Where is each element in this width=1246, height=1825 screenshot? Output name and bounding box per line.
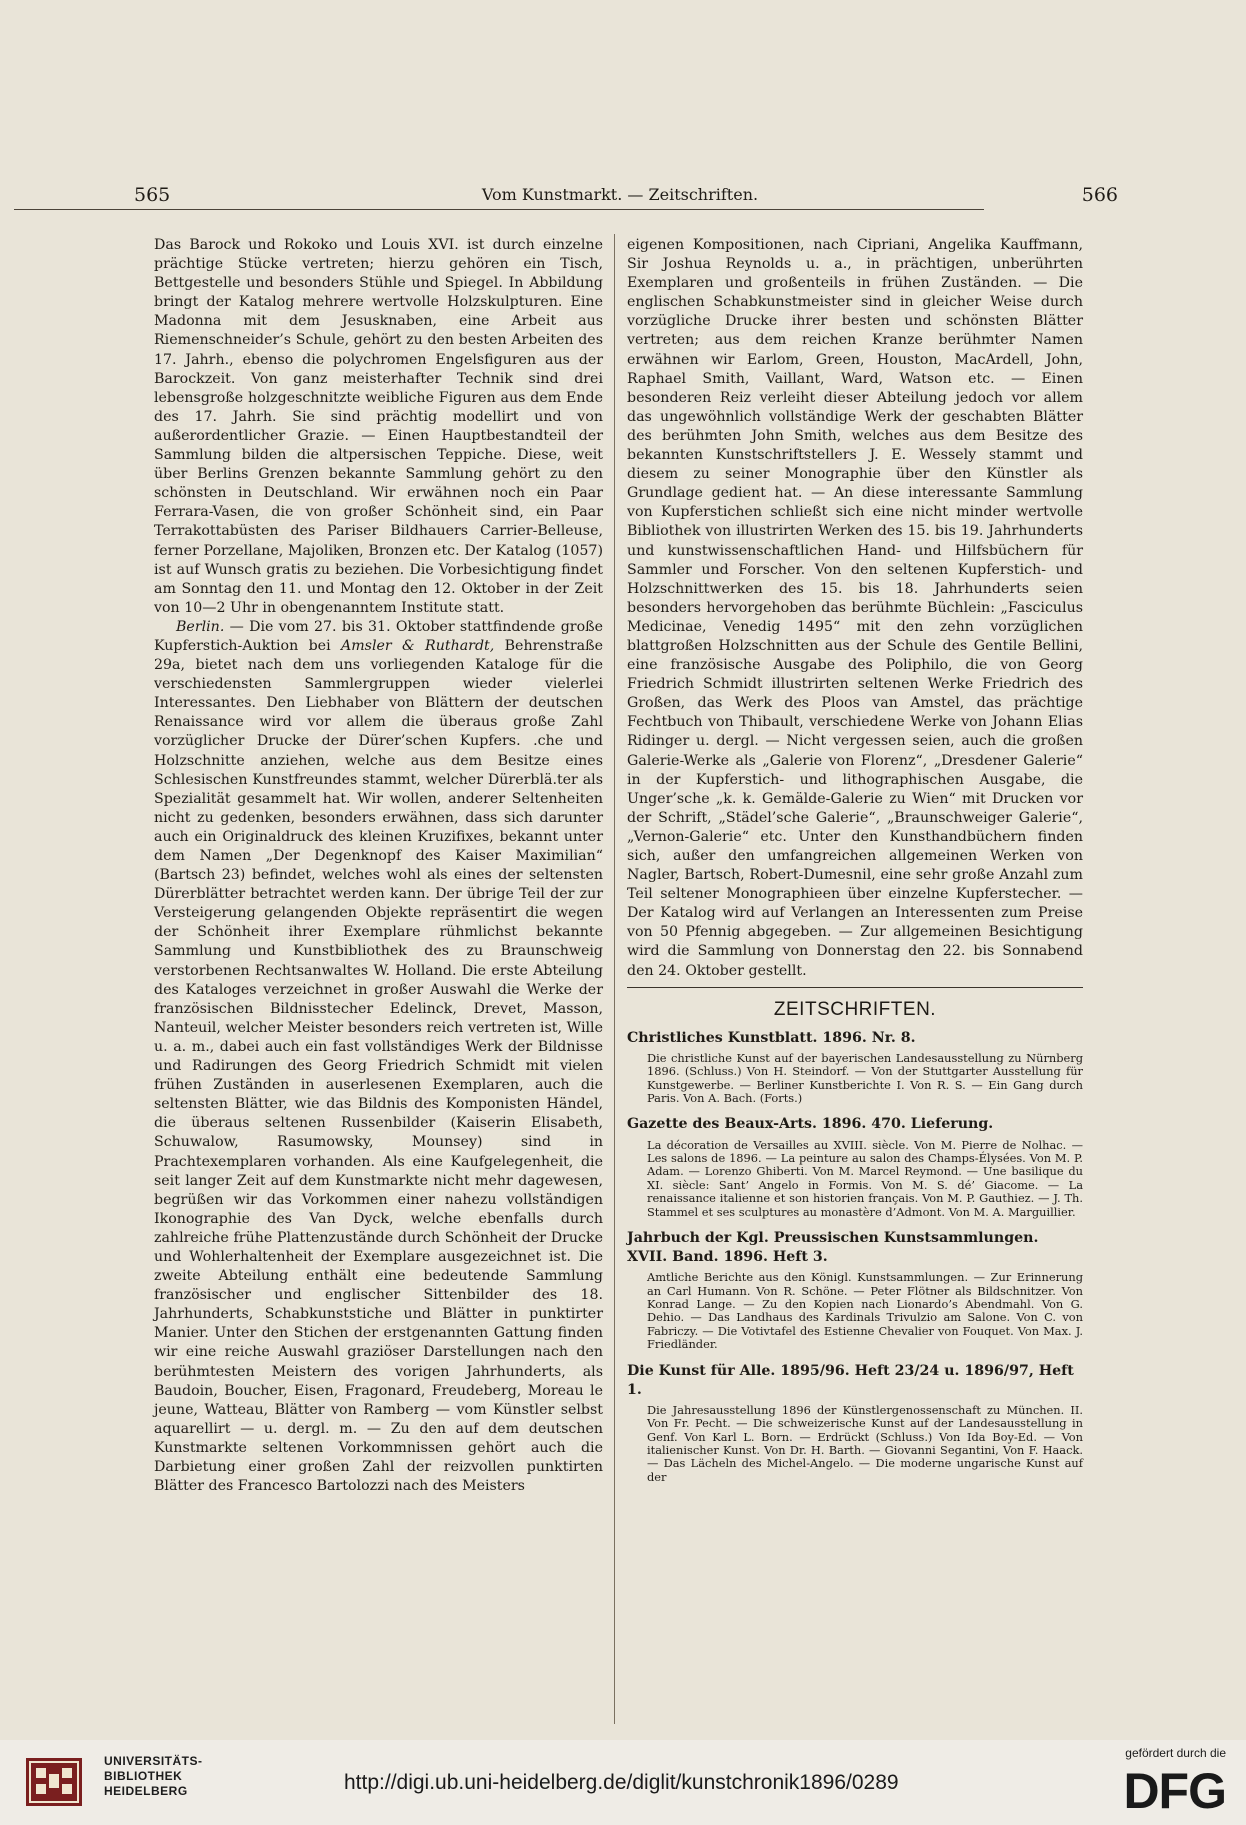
- page: [120, 162, 1120, 206]
- auction-firm: Amsler & Ruthardt,: [340, 637, 495, 654]
- journal-contents: Amtliche Berichte aus den Königl. Kunstsammlungen. — Zur Erinnerung an Carl Humann. Von R. Schöne. — Peter Flötner als Bildschnitzer. Von Konrad Lange. — Zu den Kopien nach Lionardo’s Abendmahl. Von G. Dehio. — Das Landhaus des Kardinals Trivulzio am Salone. Von C. von Fabriczy. — Die Votivtafel des Estienne Chevalier von Fouquet. Von Max. J. Friedländer.: [647, 1270, 1083, 1352]
- paragraph-berlin: [154, 618, 603, 1496]
- section-heading-zeitschriften: ZEITSCHRIFTEN.: [773, 998, 937, 1020]
- journal-title: Gazette des Beaux-Arts. 1896. 470. Lieferung.: [627, 1116, 994, 1133]
- page-number-left: 565: [134, 184, 171, 206]
- footer: [0, 1740, 1246, 1825]
- paragraph-barock: Das Barock und Rokoko und Louis XVI. ist durch einzelne prächtige Stücke vertreten; hierzu gehören ein Tisch, Bettgestelle und besonders Stühle und Spiegel. In Abbildung bringt der Katalog mehrere wertvolle Holzskulpturen. Eine Madonna mit dem Jesusknaben, eine Arbeit aus Riemenschneider’s Schule, gehört zu den besten Arbeiten des 17. Jahrh., ebenso die polychromen Engelsfiguren aus der Barockzeit. Von ganz meisterhafter Technik sind drei lebensgroße holzgeschnitzte weibliche Figuren aus dem Ende des 17. Jahrh. Sie sind prächtig modellirt und von außerordentlicher Grazie. — Einen Hauptbestandteil der Sammlung bilden die altpersischen Teppiche. Diese, weit über Berlins Grenzen bekannte Sammlung gehört zu den schönsten in Deutschland. Wir erwähnen noch ein Paar Ferrara-Vasen, die von großer Schönheit sind, ein Paar Terrakottabüsten des Pariser Bildhauers Carrier-Belleuse, ferner Porzellane, Majoliken, Bronzen etc. Der Katalog (1057) ist auf Wunsch gratis zu beziehen. Die Vorbesichtigung findet am Sonntag den 11. und Montag den 12. Oktober in der Zeit von 10—2 Uhr in obengenanntem Institute statt.: [154, 237, 603, 616]
- journal-contents: Die christliche Kunst auf der bayerischen Landesausstellung zu Nürnberg 1896. (Schluss.) Von H. Steindorf. — Von der Stuttgarter Ausstellung für Kunstgewerbe. — Berliner Kunstberichte I. Von R. S. — Ein Gang durch Paris. Von A. Bach. (Forts.): [647, 1050, 1083, 1106]
- berlin-text-a: — Die vom 27. bis 31. Oktober stattfindende große Kupferstich-Auktion bei: [154, 618, 603, 654]
- funding-note: gefördert durch die: [1125, 1746, 1226, 1760]
- paragraph-continuation: eigenen Kompositionen, nach Cipriani, Angelika Kauffmann, Sir Joshua Reynolds u. a., in prächtigen, unberührten Exemplaren und großenteils in frühen Zuständen. — Die englischen Schabkunstmeister sind in gleicher Weise durch vorzügliche Drucke ihrer besten und schönsten Blätter vertreten; aus dem reichen Kranze berühmter Namen erwähnen wir Earlom, Green, Houston, MacArdell, John, Raphael Smith, Vaillant, Ward, Watson etc. — Einen besonderen Reiz verleiht dieser Abteilung jedoch vor allem das ungewöhnlich vollständige Werk der geschabten Blätter des berühmten John Smith, welches aus dem Besitze des bekannten Kunstschriftstellers J. E. Wessely stammt und diesem zu seiner Monographie über den Künstler als Grundlage gedient hat. — An diese interessante Sammlung von Kupferstichen schließt sich eine nicht minder wertvolle Bibliothek von illustrirten Werken des 15. bis 19. Jahrhunderts und kunstwissenschaftlichen Hand- und Hilfsbüchern für Sammler und Forscher. Von den seltenen Kupferstich- und Holzschnittwerken des 15. bis 18. Jahrhunderts seien besonders hervorgehoben das berühmte Büchlein: „Fasciculus Medicinae, Venedig 1495“ mit den zehn vorzüglichen blattgroßen Holzschnitten aus der Schule des Gentile Bellini, eine französische Ausgabe des Poliphilo, die von Georg Friedrich Schmidt illustrirten seltenen Werke Friedrich des Großen, das Werk des Ploos van Amstel, das prächtige Fechtbuch von Thibault, verschiedene Werke von Johann Elias Ridinger u. dergl. — Nicht vergessen seien, auch die großen Galerie-Werke als „Galerie von Florenz“, „Dresdener Galerie“ in der Kupferstich- und lithographischen Ausgabe, die Unger’sche „k. k. Gemälde-Galerie zu Wien“ mit Drucken vor der Schrift, „Städel’sche Galerie“, „Braunschweiger Galerie“, „Vernon-Galerie“ etc. Unter den Kunsthandbüchern finden sich, außer den umfangreichen allgemeinen Werken von Nagler, Bartsch, Robert-Dumesnil, eine sehr große Anzahl zum Teil seltener Monographieen über einzelne Kupferstecher. — Der Katalog wird auf Verlangen an Interessenten zum Preise von 50 Pfennig abgegeben. — Zur allgemeinen Besichtigung wird die Sammlung von Donnerstag den 22. bis Sonnabend den 24. Oktober gestellt.: [627, 237, 1083, 979]
- berlin-text-b: Behrenstraße 29a, bietet nach dem uns vorliegenden Kataloge für die verschiedensten Sammlergruppen wieder vielerlei Interessantes. Den Liebhaber von Blättern der deutschen Renaissance wird vor allem die überaus große Zahl vorzüglicher Drucke der Dürer’schen Kupfers. .che und Holzschnitte anziehen, welche aus dem Besitze eines Schlesischen Kunstfreundes stammt, welcher Dürerblä.ter als Spezialität gesammelt hat. Wir wollen, anderer Seltenheiten nicht zu gedenken, besonders erwähnen, dass sich darunter auch ein Originaldruck des kleinen Kruzifixes, bekannt unter dem Namen „Der Degenknopf des Kaiser Maximilian“ (Bartsch 23) befindet, welches wohl als eines der seltensten Dürerblätter betrachtet werden kann. Der übrige Teil der zur Versteigerung gelangenden Objekte repräsentirt die wegen der Schönheit ihrer Exemplare rühmlichst bekannte Sammlung und Kunstbibliothek des zu Braunschweig verstorbenen Rechtsanwaltes W. Holland. Die erste Abteilung des Kataloges verzeichnet in großer Auswahl die Werke der französischen Bildnisstecher Edelinck, Drevet, Masson, Nanteuil, welcher Meister besonders reich vertreten ist, Wille u. a. m., dabei auch ein fast vollständiges Werk der Bildnisse und Radirungen des Georg Friedrich Schmidt mit vielen frühen Zuständen in auserlesenen Exemplaren, auch die seltensten Blätter, wie das Bildnis des Komponisten Händel, die überaus seltenen Russenbilder (Kaiserin Elisabeth, Schuwalow, Rasumowsky, Mounsey) sind in Prachtexemplaren vorhanden. Als eine Kaufgelegenheit, die seit langer Zeit auf dem Kunstmarkte nicht mehr dagewesen, begrüßen wir das Vorkommen einer nahezu vollständigen Ikonographie des Van Dyck, welche ebenfalls durch zahlreiche frühe Plattenzustände durch Schönheit der Drucke und Wohlerhaltenheit der Exemplare ausgezeichnet ist. Die zweite Abteilung enthält eine bedeutende Sammlung französischer und englischer Sittenbilder des 18. Jahrhunderts, Schabkunststiche und Blätter in punktirter Manier. Unter den Stichen der erstgenannten Gattung finden wir eine reiche Auswahl graziöser Darstellungen nach den berühmtesten Meistern des vorigen Jahrhunderts, als Baudoin, Boucher, Eisen, Fragonard, Freudeberg, Moreau le jeune, Watteau, Blätter von Ramberg — vom Künstler selbst aquarellirt — u. dergl. m. — Zu den auf dem deutschen Kunstmarkte seltenen Vorkommnissen gehört auch die Darbietung einer großen Zahl der reizvollen punktirten Blätter des Francesco Bartolozzi nach des Meisters: [154, 637, 603, 1495]
- university-name-line: UNIVERSITÄTS-: [104, 1754, 203, 1768]
- journal-title: Christliches Kunstblatt. 1896. Nr. 8.: [627, 1029, 916, 1046]
- journal-contents: La décoration de Versailles au XVIII. siècle. Von M. Pierre de Nolhac. — Les salons de 1896. — La peinture au salon des Champs-Élysées. Von M. P. Adam. — Lorenzo Ghiberti. Von M. Marcel Reymond. — Une basilique du XI. siècle: Sant’ Angelo in Formis. Von M. S. dé’ Giacome. — La renaissance italienne et son historien français. Von M. P. Gauthiez. — J. Th. Stammel et ses sculptures au monastère d’Admont. Von M. A. Marguillier.: [647, 1137, 1083, 1219]
- section-rule: [627, 987, 1083, 988]
- journal-title: Die Kunst für Alle. 1895/96. Heft 23/24 u. 1896/97, Heft 1.: [627, 1362, 1074, 1398]
- journal-title: Jahrbuch der Kgl. Preussischen Kunstsammlungen. XVII. Band. 1896. Heft 3.: [627, 1230, 1039, 1266]
- journal-contents: Die Jahresausstellung 1896 der Künstlergenossenschaft zu München. II. Von Fr. Pecht. — Die schweizerische Kunst auf der Landesausstellung in Genf. Von Karl L. Born. — Erdrückt (Schluss.) Von Ida Boy-Ed. — Von italienischer Kunst. Von Dr. H. Barth. — Giovanni Segantini, Von F. Haack. — Das Lächeln des Michel-Angelo. — Die moderne ungarische Kunst auf der: [647, 1402, 1083, 1484]
- university-name-line: HEIDELBERG: [104, 1784, 188, 1798]
- university-name-line: BIBLIOTHEK: [104, 1769, 183, 1783]
- university-seal-icon: [22, 1752, 86, 1810]
- university-name: [104, 1754, 203, 1799]
- dfg-logo: DFG: [1123, 1763, 1226, 1819]
- header-rule: [14, 209, 984, 210]
- place-berlin: Berlin.: [176, 618, 225, 635]
- column-divider: [614, 234, 615, 1724]
- right-column: [627, 236, 1083, 1484]
- source-url-link[interactable]: http://digi.ub.uni-heidelberg.de/diglit/kunstchronik1896/0289: [344, 1771, 899, 1794]
- running-head: [120, 162, 1120, 206]
- running-title: Vom Kunstmarkt. — Zeitschriften.: [481, 185, 759, 204]
- left-column: [154, 236, 603, 1496]
- page-number-right: 566: [1081, 184, 1118, 206]
